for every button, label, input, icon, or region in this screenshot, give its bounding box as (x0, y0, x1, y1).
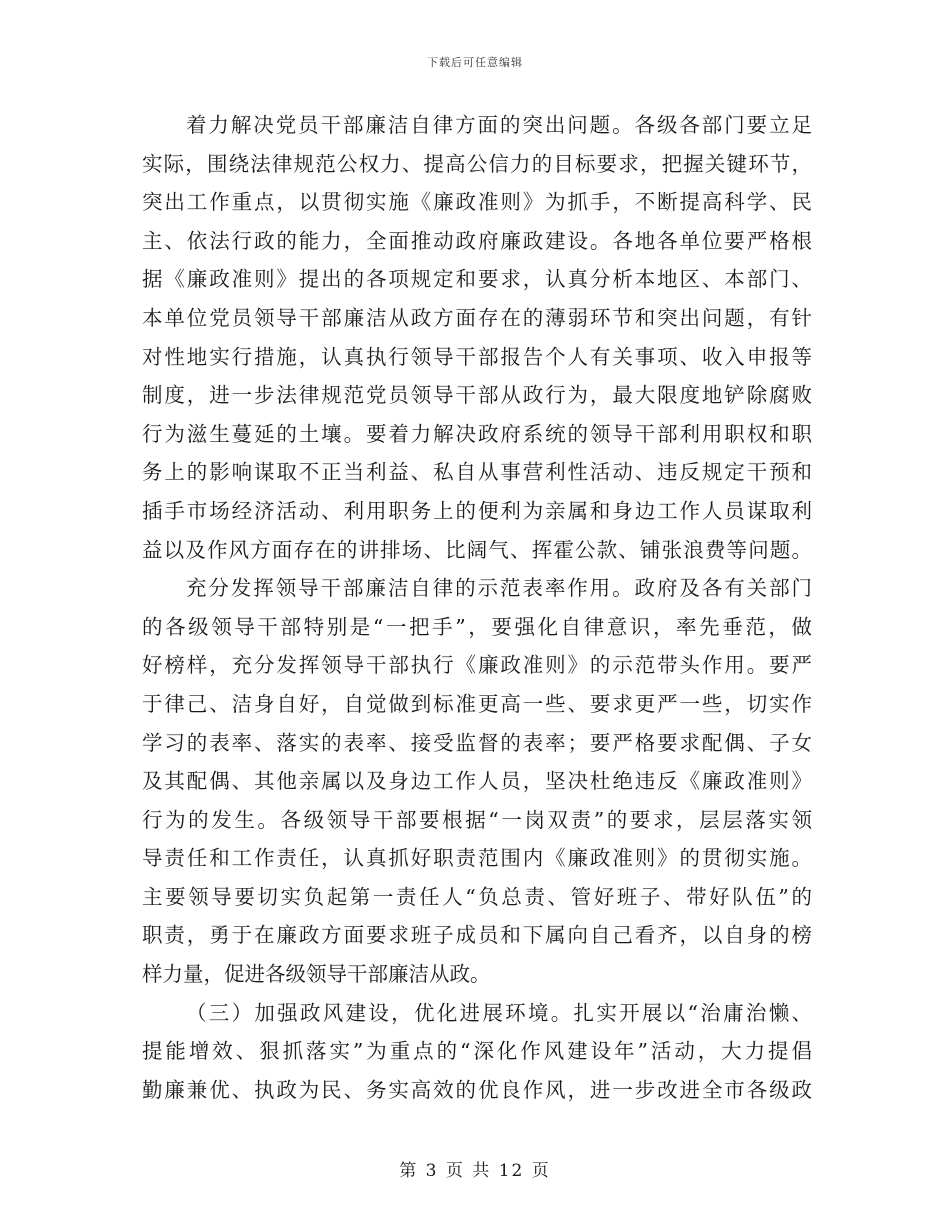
text-line: 样力量，促进各级领导干部廉洁从政。 (142, 962, 491, 987)
text-line: 实际，围绕法律规范公权力、提高公信力的目标要求，把握关键环节， (142, 151, 812, 176)
text-line: 行为滋生蔓延的土壤。要着力解决政府系统的领导干部利用职权和职 (142, 421, 812, 446)
text-line: 学习的表率、落实的表率、接受监督的表率；要严格要求配偶、子女 (142, 730, 812, 755)
page-number: 第 3 页 共 12 页 (399, 1161, 551, 1181)
text-line: 于律己、洁身自好，自觉做到标准更高一些、要求更严一些，切实作 (142, 691, 812, 716)
text-line: 勤廉兼优、执政为民、务实高效的优良作风，进一步改进全市各级政 (142, 1077, 812, 1102)
text-line: 突出工作重点，以贯彻实施《廉政准则》为抓手，不断提高科学、民 (142, 190, 812, 215)
text-line: 行为的发生。各级领导干部要根据“一岗双责”的要求，层层落实领 (142, 807, 812, 832)
paragraph-1 (142, 106, 812, 569)
text-line: 插手市场经济活动、利用职务上的便利为亲属和身边工作人员谋取利 (142, 498, 812, 523)
text-line: 益以及作风方面存在的讲排场、比阔气、挥霍公款、铺张浪费等问题。 (142, 537, 812, 562)
text-line: 据《廉政准则》提出的各项规定和要求，认真分析本地区、本部门、 (142, 267, 812, 292)
text-line: 对性地实行措施，认真执行领导干部报告个人有关事项、收入申报等 (142, 344, 812, 369)
text-line: 导责任和工作责任，认真抓好职责范围内《廉政准则》的贯彻实施。 (142, 846, 812, 871)
text-line: 提能增效、狠抓落实”为重点的“深化作风建设年”活动，大力提倡 (142, 1039, 812, 1064)
text-line: 及其配偶、其他亲属以及身边工作人员，坚决杜绝违反《廉政准则》 (142, 769, 812, 794)
text-line: 主要领导要切实负起第一责任人“负总责、管好班子、带好队伍”的 (142, 884, 812, 909)
page-header: 下载后可任意编辑 (427, 56, 523, 69)
text-line: 主、依法行政的能力，全面推动政府廉政建设。各地各单位要严格根 (142, 228, 812, 253)
text-line: 制度，进一步法律规范党员领导干部从政行为，最大限度地铲除腐败 (142, 383, 812, 408)
text-line: 好榜样，充分发挥领导干部执行《廉政准则》的示范带头作用。要严 (142, 653, 812, 678)
text-line: 充分发挥领导干部廉洁自律的示范表率作用。政府及各有关部门 (186, 576, 812, 601)
paragraph-3 (142, 994, 812, 1110)
document-body (142, 106, 812, 1109)
text-line: 务上的影响谋取不正当利益、私自从事营利性活动、违反规定干预和 (142, 460, 812, 485)
text-line: 着力解决党员干部廉洁自律方面的突出问题。各级各部门要立足 (186, 113, 812, 137)
text-line: （三）加强政风建设，优化进展环境。扎实开展以“治庸治懒、 (186, 1000, 812, 1025)
paragraph-2 (142, 569, 812, 994)
text-line: 的各级领导干部特别是“一把手”，要强化自律意识，率先垂范，做 (142, 614, 812, 639)
text-line: 职责，勇于在廉政方面要求班子成员和下属向自己看齐，以自身的榜 (142, 923, 812, 948)
text-line: 本单位党员领导干部廉洁从政方面存在的薄弱环节和突出问题，有针 (142, 305, 812, 330)
